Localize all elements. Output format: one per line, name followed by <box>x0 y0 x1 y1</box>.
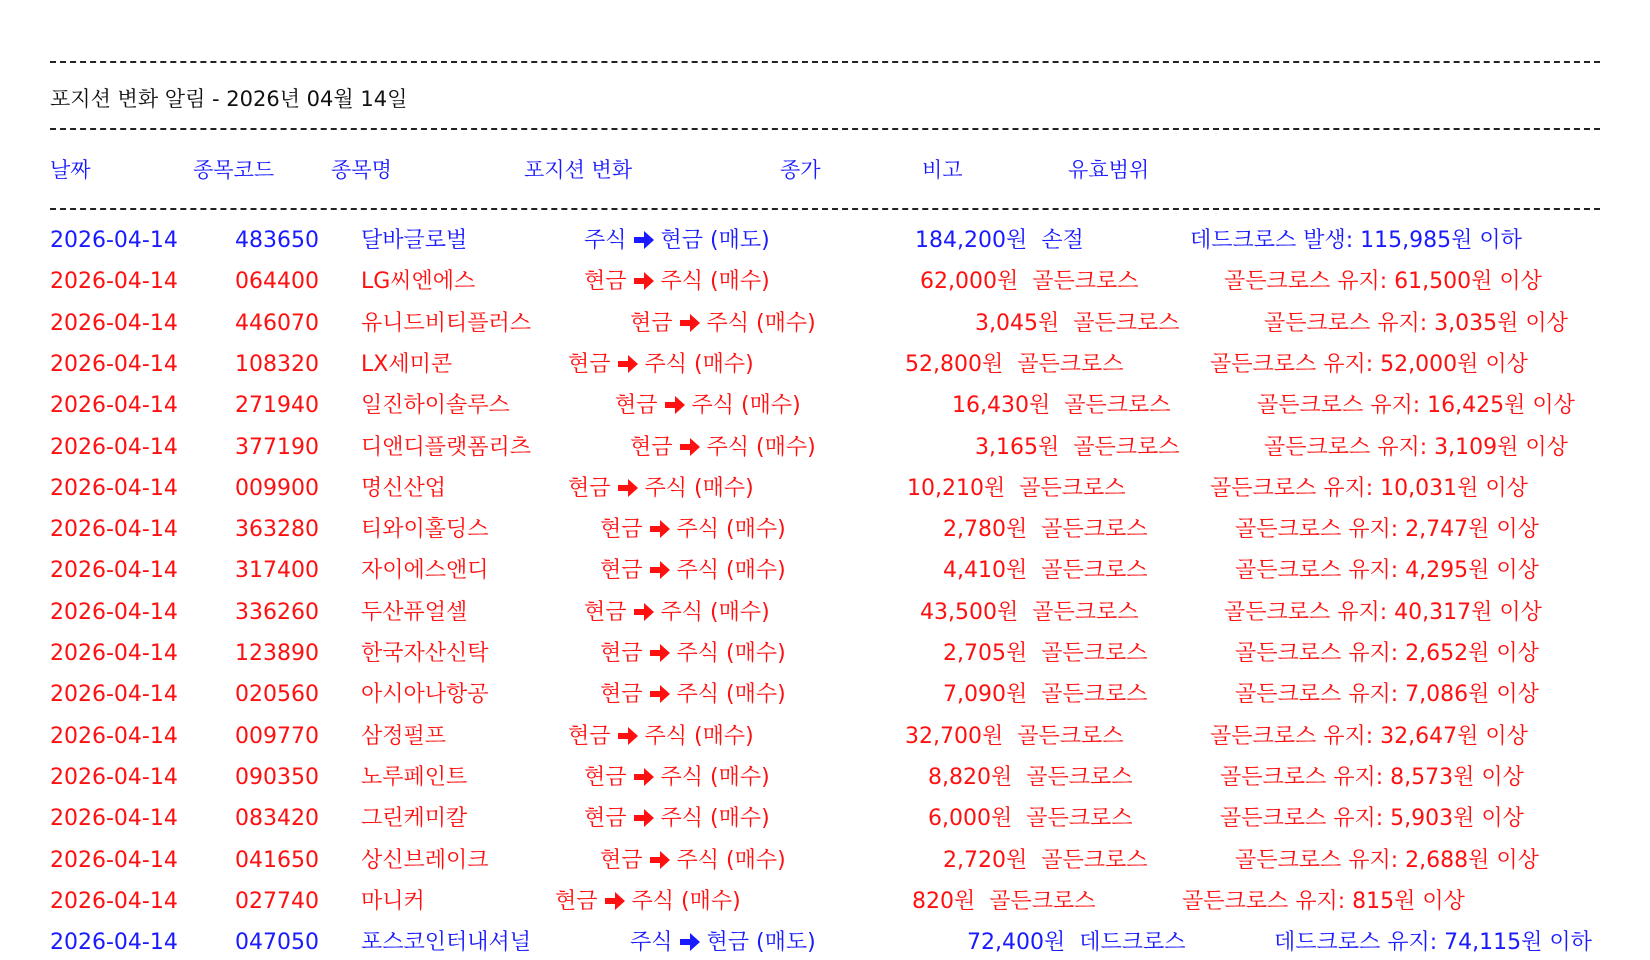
cell-note: 골든크로스 <box>1073 311 1180 336</box>
arrow-right-icon <box>617 726 639 746</box>
cell-price-note <box>928 761 1133 795</box>
cell-valid-range: 골든크로스 유지: 4,295원 이상 <box>1235 558 1539 583</box>
cell-date: 2026-04-14 <box>50 930 178 955</box>
cell-valid-range: 골든크로스 유지: 815원 이상 <box>1182 889 1465 914</box>
arrow-right-icon <box>664 395 686 415</box>
cell-price: 6,000원 <box>928 806 1013 831</box>
cell-code: 083420 <box>235 806 319 831</box>
cell-name: 한국자산신탁 <box>361 641 489 666</box>
cell-price-note <box>920 596 1139 630</box>
cell-position-change <box>630 307 816 341</box>
arrow-right-icon <box>679 437 701 457</box>
cell-price: 2,705원 <box>943 641 1028 666</box>
cell-valid-range: 골든크로스 유지: 3,035원 이상 <box>1264 311 1568 336</box>
cell-code: 064400 <box>235 269 319 294</box>
cell-date: 2026-04-14 <box>50 889 178 914</box>
cell-note: 골든크로스 <box>1041 517 1148 542</box>
header-name: 종목명 <box>331 158 392 182</box>
cell-note: 골든크로스 <box>1017 352 1124 377</box>
change-from: 현금 <box>600 558 643 583</box>
cell-note: 골든크로스 <box>1032 269 1139 294</box>
arrow-right-icon <box>604 891 626 911</box>
cell-price-note <box>975 307 1180 341</box>
cell-note: 골든크로스 <box>1064 393 1171 418</box>
change-to: 주식 (매수) <box>660 765 770 790</box>
cell-date: 2026-04-14 <box>50 765 178 790</box>
table-row <box>0 596 1650 630</box>
cell-position-change <box>568 720 754 754</box>
header-date: 날짜 <box>50 158 91 182</box>
cell-price: 10,210원 <box>907 476 1006 501</box>
cell-name: 자이에스앤디 <box>361 558 489 583</box>
cell-valid-range: 데드크로스 발생: 115,985원 이하 <box>1190 228 1522 253</box>
arrow-right-icon <box>649 643 671 663</box>
cell-code: 020560 <box>235 682 319 707</box>
cell-name: 명신산업 <box>361 476 447 501</box>
cell-price-note <box>915 224 1084 258</box>
cell-code: 336260 <box>235 600 319 625</box>
change-from: 현금 <box>600 682 643 707</box>
divider <box>50 61 1600 63</box>
cell-price: 3,045원 <box>975 311 1060 336</box>
cell-price-note <box>975 431 1180 465</box>
change-to: 주식 (매수) <box>706 311 816 336</box>
cell-price: 2,720원 <box>943 848 1028 873</box>
cell-valid-range: 골든크로스 유지: 40,317원 이상 <box>1224 600 1542 625</box>
page-title: 포지션 변화 알림 - 2026년 04월 14일 <box>50 87 408 111</box>
cell-name: 삼정펄프 <box>361 724 447 749</box>
table-row <box>0 761 1650 795</box>
cell-code: 090350 <box>235 765 319 790</box>
cell-price-note <box>907 472 1126 506</box>
arrow-right-icon <box>679 932 701 952</box>
cell-date: 2026-04-14 <box>50 476 178 501</box>
cell-price-note <box>920 265 1139 299</box>
cell-name: LG씨엔에스 <box>361 269 476 294</box>
cell-code: 446070 <box>235 311 319 336</box>
cell-date: 2026-04-14 <box>50 558 178 583</box>
cell-position-change <box>568 472 754 506</box>
cell-note: 골든크로스 <box>1017 724 1124 749</box>
cell-name: 일진하이솔루스 <box>361 393 510 418</box>
cell-price: 184,200원 <box>915 228 1028 253</box>
arrow-right-icon <box>649 560 671 580</box>
cell-code: 041650 <box>235 848 319 873</box>
cell-date: 2026-04-14 <box>50 517 178 542</box>
arrow-right-icon <box>633 230 655 250</box>
cell-valid-range: 골든크로스 유지: 32,647원 이상 <box>1210 724 1528 749</box>
cell-name: 노루페인트 <box>361 765 468 790</box>
arrow-right-icon <box>633 808 655 828</box>
cell-note: 골든크로스 <box>1041 682 1148 707</box>
cell-price-note <box>943 513 1148 547</box>
header-code: 종목코드 <box>193 158 275 182</box>
change-from: 현금 <box>584 600 627 625</box>
cell-name: 디앤디플랫폼리츠 <box>361 435 532 460</box>
cell-note: 골든크로스 <box>989 889 1096 914</box>
cell-position-change <box>555 885 741 919</box>
cell-valid-range: 골든크로스 유지: 2,688원 이상 <box>1235 848 1539 873</box>
cell-date: 2026-04-14 <box>50 724 178 749</box>
cell-valid-range: 골든크로스 유지: 3,109원 이상 <box>1264 435 1568 460</box>
cell-price: 820원 <box>912 889 976 914</box>
table-row <box>0 389 1650 423</box>
table-row <box>0 885 1650 919</box>
table-row <box>0 513 1650 547</box>
change-to: 주식 (매수) <box>631 889 741 914</box>
cell-price: 3,165원 <box>975 435 1060 460</box>
cell-price: 52,800원 <box>905 352 1004 377</box>
cell-position-change <box>600 513 786 547</box>
table-row <box>0 348 1650 382</box>
cell-note: 골든크로스 <box>1019 476 1126 501</box>
cell-code: 047050 <box>235 930 319 955</box>
cell-name: 유니드비티플러스 <box>361 311 532 336</box>
cell-position-change <box>630 926 816 960</box>
cell-price-note <box>905 720 1124 754</box>
cell-date: 2026-04-14 <box>50 806 178 831</box>
change-from: 현금 <box>584 765 627 790</box>
cell-note: 골든크로스 <box>1041 848 1148 873</box>
change-from: 현금 <box>555 889 598 914</box>
cell-price-note <box>943 637 1148 671</box>
cell-position-change <box>584 761 770 795</box>
cell-valid-range: 골든크로스 유지: 61,500원 이상 <box>1224 269 1542 294</box>
change-to: 주식 (매수) <box>676 558 786 583</box>
cell-price: 4,410원 <box>943 558 1028 583</box>
change-from: 현금 <box>568 476 611 501</box>
change-to: 주식 (매수) <box>676 682 786 707</box>
table-row <box>0 720 1650 754</box>
cell-code: 108320 <box>235 352 319 377</box>
cell-price-note <box>943 844 1148 878</box>
cell-name: 마니커 <box>361 889 425 914</box>
change-to: 주식 (매수) <box>660 806 770 831</box>
change-from: 주식 <box>584 228 627 253</box>
change-to: 주식 (매수) <box>644 476 754 501</box>
cell-valid-range: 골든크로스 유지: 10,031원 이상 <box>1210 476 1528 501</box>
cell-note: 손절 <box>1041 228 1084 253</box>
cell-price-note <box>967 926 1186 960</box>
cell-position-change <box>630 431 816 465</box>
cell-name: 아시아나항공 <box>361 682 489 707</box>
cell-valid-range: 골든크로스 유지: 16,425원 이상 <box>1257 393 1575 418</box>
cell-price: 72,400원 <box>967 930 1066 955</box>
cell-note: 골든크로스 <box>1041 558 1148 583</box>
change-to: 현금 (매도) <box>706 930 816 955</box>
cell-price: 32,700원 <box>905 724 1004 749</box>
cell-code: 363280 <box>235 517 319 542</box>
cell-date: 2026-04-14 <box>50 682 178 707</box>
cell-note: 골든크로스 <box>1026 765 1133 790</box>
cell-code: 483650 <box>235 228 319 253</box>
cell-code: 271940 <box>235 393 319 418</box>
change-from: 현금 <box>584 806 627 831</box>
cell-valid-range: 골든크로스 유지: 2,747원 이상 <box>1235 517 1539 542</box>
arrow-right-icon <box>633 271 655 291</box>
cell-note: 골든크로스 <box>1032 600 1139 625</box>
cell-name: LX세미콘 <box>361 352 453 377</box>
cell-position-change <box>600 844 786 878</box>
cell-note: 골든크로스 <box>1041 641 1148 666</box>
table-row <box>0 265 1650 299</box>
change-from: 현금 <box>630 311 673 336</box>
change-to: 주식 (매수) <box>660 600 770 625</box>
cell-price: 7,090원 <box>943 682 1028 707</box>
cell-code: 009900 <box>235 476 319 501</box>
change-to: 주식 (매수) <box>706 435 816 460</box>
divider <box>50 128 1600 130</box>
header-range: 유효범위 <box>1068 158 1150 182</box>
cell-code: 009770 <box>235 724 319 749</box>
cell-position-change <box>584 265 770 299</box>
cell-price: 62,000원 <box>920 269 1019 294</box>
cell-date: 2026-04-14 <box>50 269 178 294</box>
cell-name: 포스코인터내셔널 <box>361 930 532 955</box>
cell-price-note <box>928 802 1133 836</box>
arrow-right-icon <box>633 767 655 787</box>
cell-price: 8,820원 <box>928 765 1013 790</box>
arrow-right-icon <box>633 602 655 622</box>
cell-name: 상신브레이크 <box>361 848 489 873</box>
divider <box>50 208 1600 210</box>
cell-date: 2026-04-14 <box>50 435 178 460</box>
cell-price-note <box>912 885 1096 919</box>
cell-position-change <box>568 348 754 382</box>
cell-code: 377190 <box>235 435 319 460</box>
cell-valid-range: 데드크로스 유지: 74,115원 이하 <box>1274 930 1592 955</box>
arrow-right-icon <box>649 850 671 870</box>
table-row <box>0 224 1650 258</box>
change-from: 현금 <box>584 269 627 294</box>
table-row <box>0 844 1650 878</box>
cell-name: 티와이홀딩스 <box>361 517 489 542</box>
cell-note: 골든크로스 <box>1026 806 1133 831</box>
cell-price-note <box>905 348 1124 382</box>
arrow-right-icon <box>649 519 671 539</box>
cell-price-note <box>952 389 1171 423</box>
change-from: 현금 <box>568 352 611 377</box>
change-from: 현금 <box>568 724 611 749</box>
change-from: 현금 <box>630 435 673 460</box>
cell-valid-range: 골든크로스 유지: 52,000원 이상 <box>1210 352 1528 377</box>
arrow-right-icon <box>649 684 671 704</box>
change-to: 주식 (매수) <box>644 352 754 377</box>
cell-price-note <box>943 678 1148 712</box>
change-from: 현금 <box>600 517 643 542</box>
header-note: 비고 <box>922 158 963 182</box>
cell-date: 2026-04-14 <box>50 228 178 253</box>
arrow-right-icon <box>679 313 701 333</box>
table-row <box>0 802 1650 836</box>
change-to: 주식 (매수) <box>691 393 801 418</box>
table-row <box>0 472 1650 506</box>
change-from: 현금 <box>600 848 643 873</box>
cell-note: 골든크로스 <box>1073 435 1180 460</box>
cell-price-note <box>943 554 1148 588</box>
change-to: 현금 (매도) <box>660 228 770 253</box>
cell-name: 달바글로벌 <box>361 228 468 253</box>
cell-name: 그린케미칼 <box>361 806 468 831</box>
cell-price: 43,500원 <box>920 600 1019 625</box>
table-row <box>0 678 1650 712</box>
table-row <box>0 307 1650 341</box>
cell-position-change <box>584 802 770 836</box>
change-to: 주식 (매수) <box>676 848 786 873</box>
cell-position-change <box>600 678 786 712</box>
cell-valid-range: 골든크로스 유지: 8,573원 이상 <box>1220 765 1524 790</box>
table-row <box>0 431 1650 465</box>
table-row <box>0 637 1650 671</box>
cell-position-change <box>600 637 786 671</box>
cell-price: 16,430원 <box>952 393 1051 418</box>
header-change: 포지션 변화 <box>524 158 633 182</box>
cell-price: 2,780원 <box>943 517 1028 542</box>
change-to: 주식 (매수) <box>676 517 786 542</box>
cell-date: 2026-04-14 <box>50 393 178 418</box>
table-row <box>0 926 1650 960</box>
change-to: 주식 (매수) <box>644 724 754 749</box>
header-price: 종가 <box>780 158 821 182</box>
change-from: 현금 <box>615 393 658 418</box>
cell-code: 027740 <box>235 889 319 914</box>
table-row <box>0 554 1650 588</box>
change-to: 주식 (매수) <box>676 641 786 666</box>
arrow-right-icon <box>617 354 639 374</box>
cell-position-change <box>584 224 770 258</box>
cell-valid-range: 골든크로스 유지: 2,652원 이상 <box>1235 641 1539 666</box>
cell-code: 123890 <box>235 641 319 666</box>
cell-valid-range: 골든크로스 유지: 7,086원 이상 <box>1235 682 1539 707</box>
cell-date: 2026-04-14 <box>50 311 178 336</box>
cell-position-change <box>600 554 786 588</box>
cell-date: 2026-04-14 <box>50 641 178 666</box>
change-from: 주식 <box>630 930 673 955</box>
change-to: 주식 (매수) <box>660 269 770 294</box>
cell-position-change <box>584 596 770 630</box>
cell-date: 2026-04-14 <box>50 848 178 873</box>
cell-note: 데드크로스 <box>1079 930 1186 955</box>
cell-name: 두산퓨얼셀 <box>361 600 468 625</box>
cell-valid-range: 골든크로스 유지: 5,903원 이상 <box>1220 806 1524 831</box>
cell-date: 2026-04-14 <box>50 352 178 377</box>
cell-code: 317400 <box>235 558 319 583</box>
arrow-right-icon <box>617 478 639 498</box>
cell-position-change <box>615 389 801 423</box>
cell-date: 2026-04-14 <box>50 600 178 625</box>
change-from: 현금 <box>600 641 643 666</box>
